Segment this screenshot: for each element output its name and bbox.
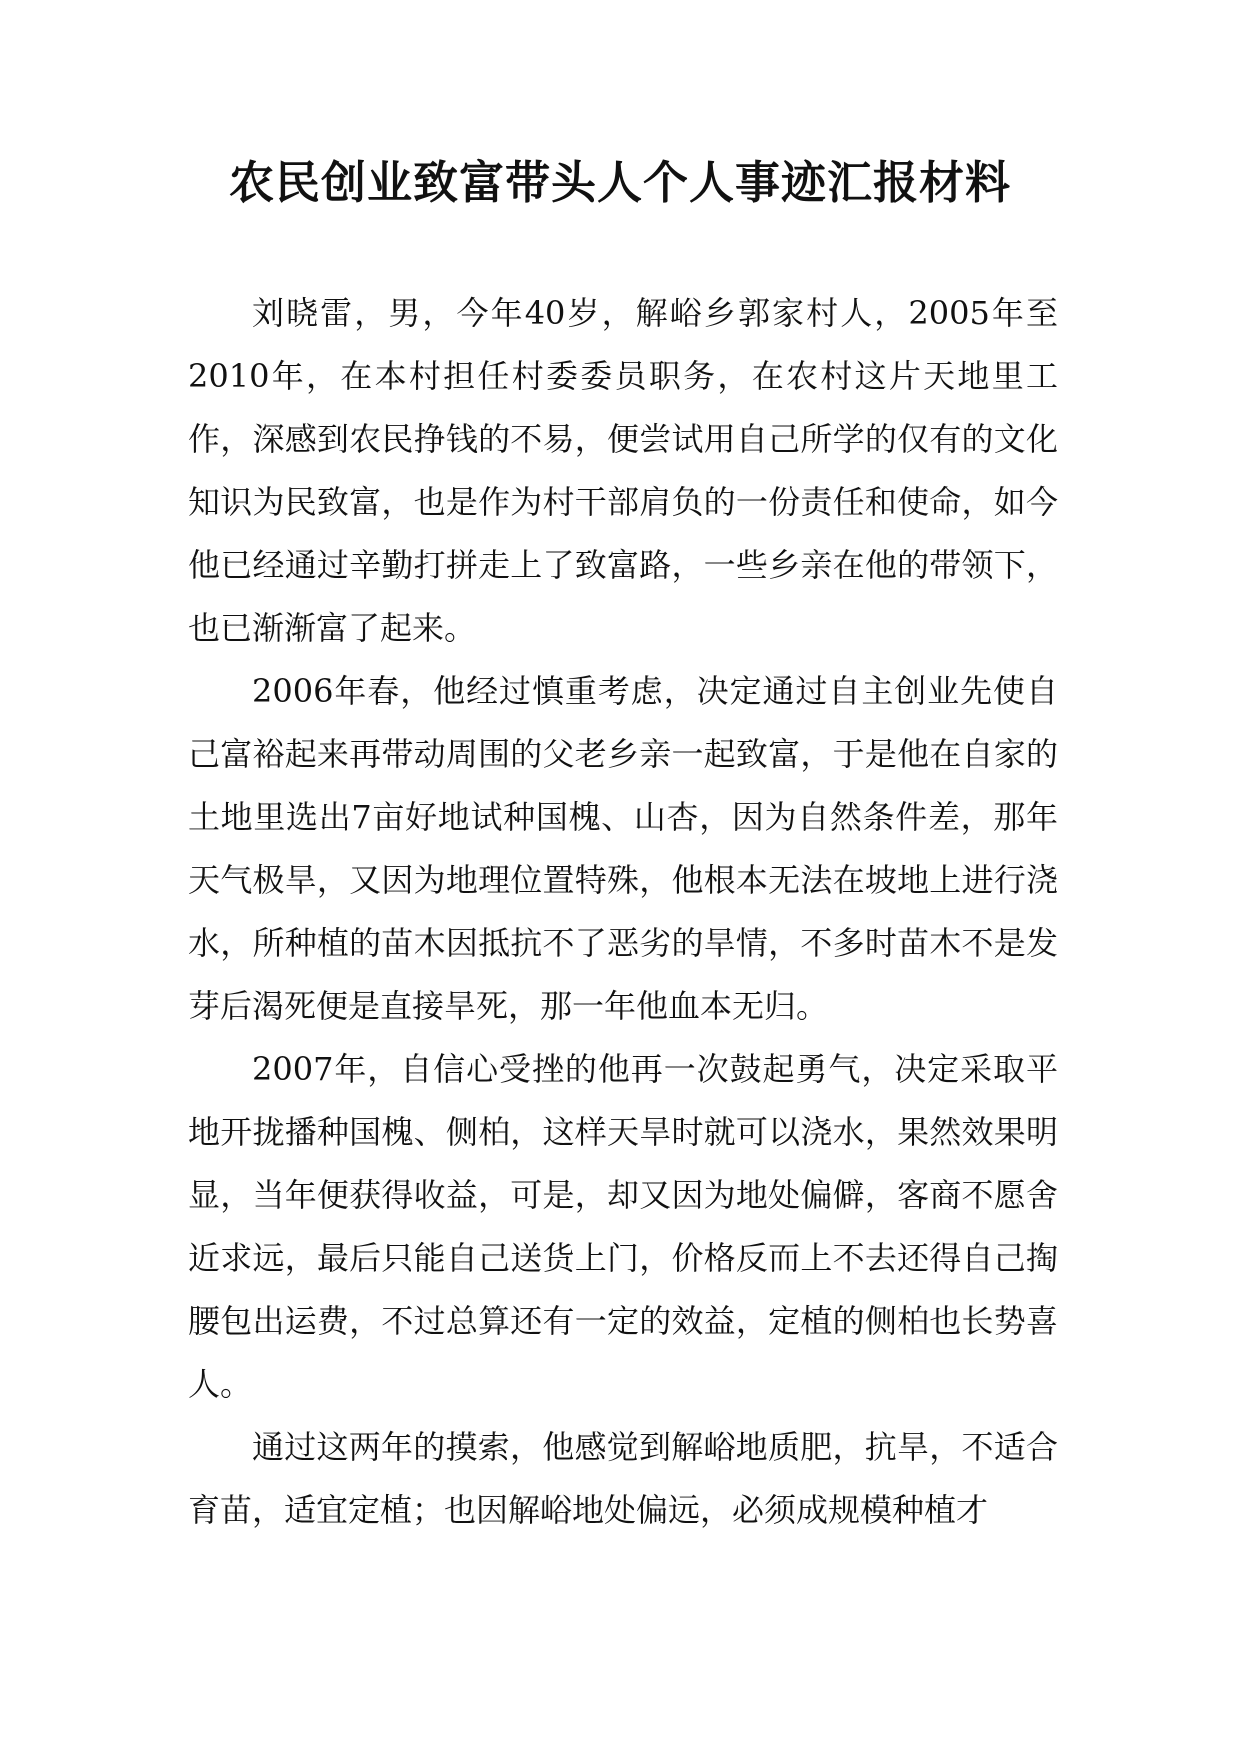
paragraph-3: 2007年，自信心受挫的他再一次鼓起勇气，决定采取平地开拢播种国槐、侧柏，这样天旱时就可以浇水，果然效果明显，当年便获得收益，可是，却又因为地处偏僻，客商不愿舍近求远，最后只能自己送货上门，价格反而上不去还得自己掏腰包出运费，不过总算还有一定的效益，定植的侧柏也长势喜人。 — [188, 1050, 1058, 1403]
paragraph-2: 2006年春，他经过慎重考虑，决定通过自主创业先使自己富裕起来再带动周围的父老乡亲一起致富，于是他在自家的土地里选出7亩好地试种国槐、山杏，因为自然条件差，那年天气极旱，又因为地理位置特殊，他根本无法在坡地上进行浇水，所种植的苗木因抵抗不了恶劣的旱情，不多时苗木不是发芽后渴死便是直接旱死，那一年他血本无归。 — [188, 672, 1058, 1025]
document-body — [188, 282, 1058, 1542]
paragraph-1: 刘晓雷，男，今年40岁，解峪乡郭家村人，2005年至2010年，在本村担任村委委员职务，在农村这片天地里工作，深感到农民挣钱的不易，便尝试用自己所学的仅有的文化知识为民致富，也是作为村干部肩负的一份责任和使命，如今他已经通过辛勤打拼走上了致富路，一些乡亲在他的带领下，也已渐渐富了起来。 — [188, 294, 1058, 647]
paragraph-4: 通过这两年的摸索，他感觉到解峪地质肥，抗旱，不适合育苗，适宜定植；也因解峪地处偏远，必须成规模种植才 — [188, 1428, 1058, 1529]
document-title: 农民创业致富带头人个人事迹汇报材料 — [228, 156, 1011, 209]
